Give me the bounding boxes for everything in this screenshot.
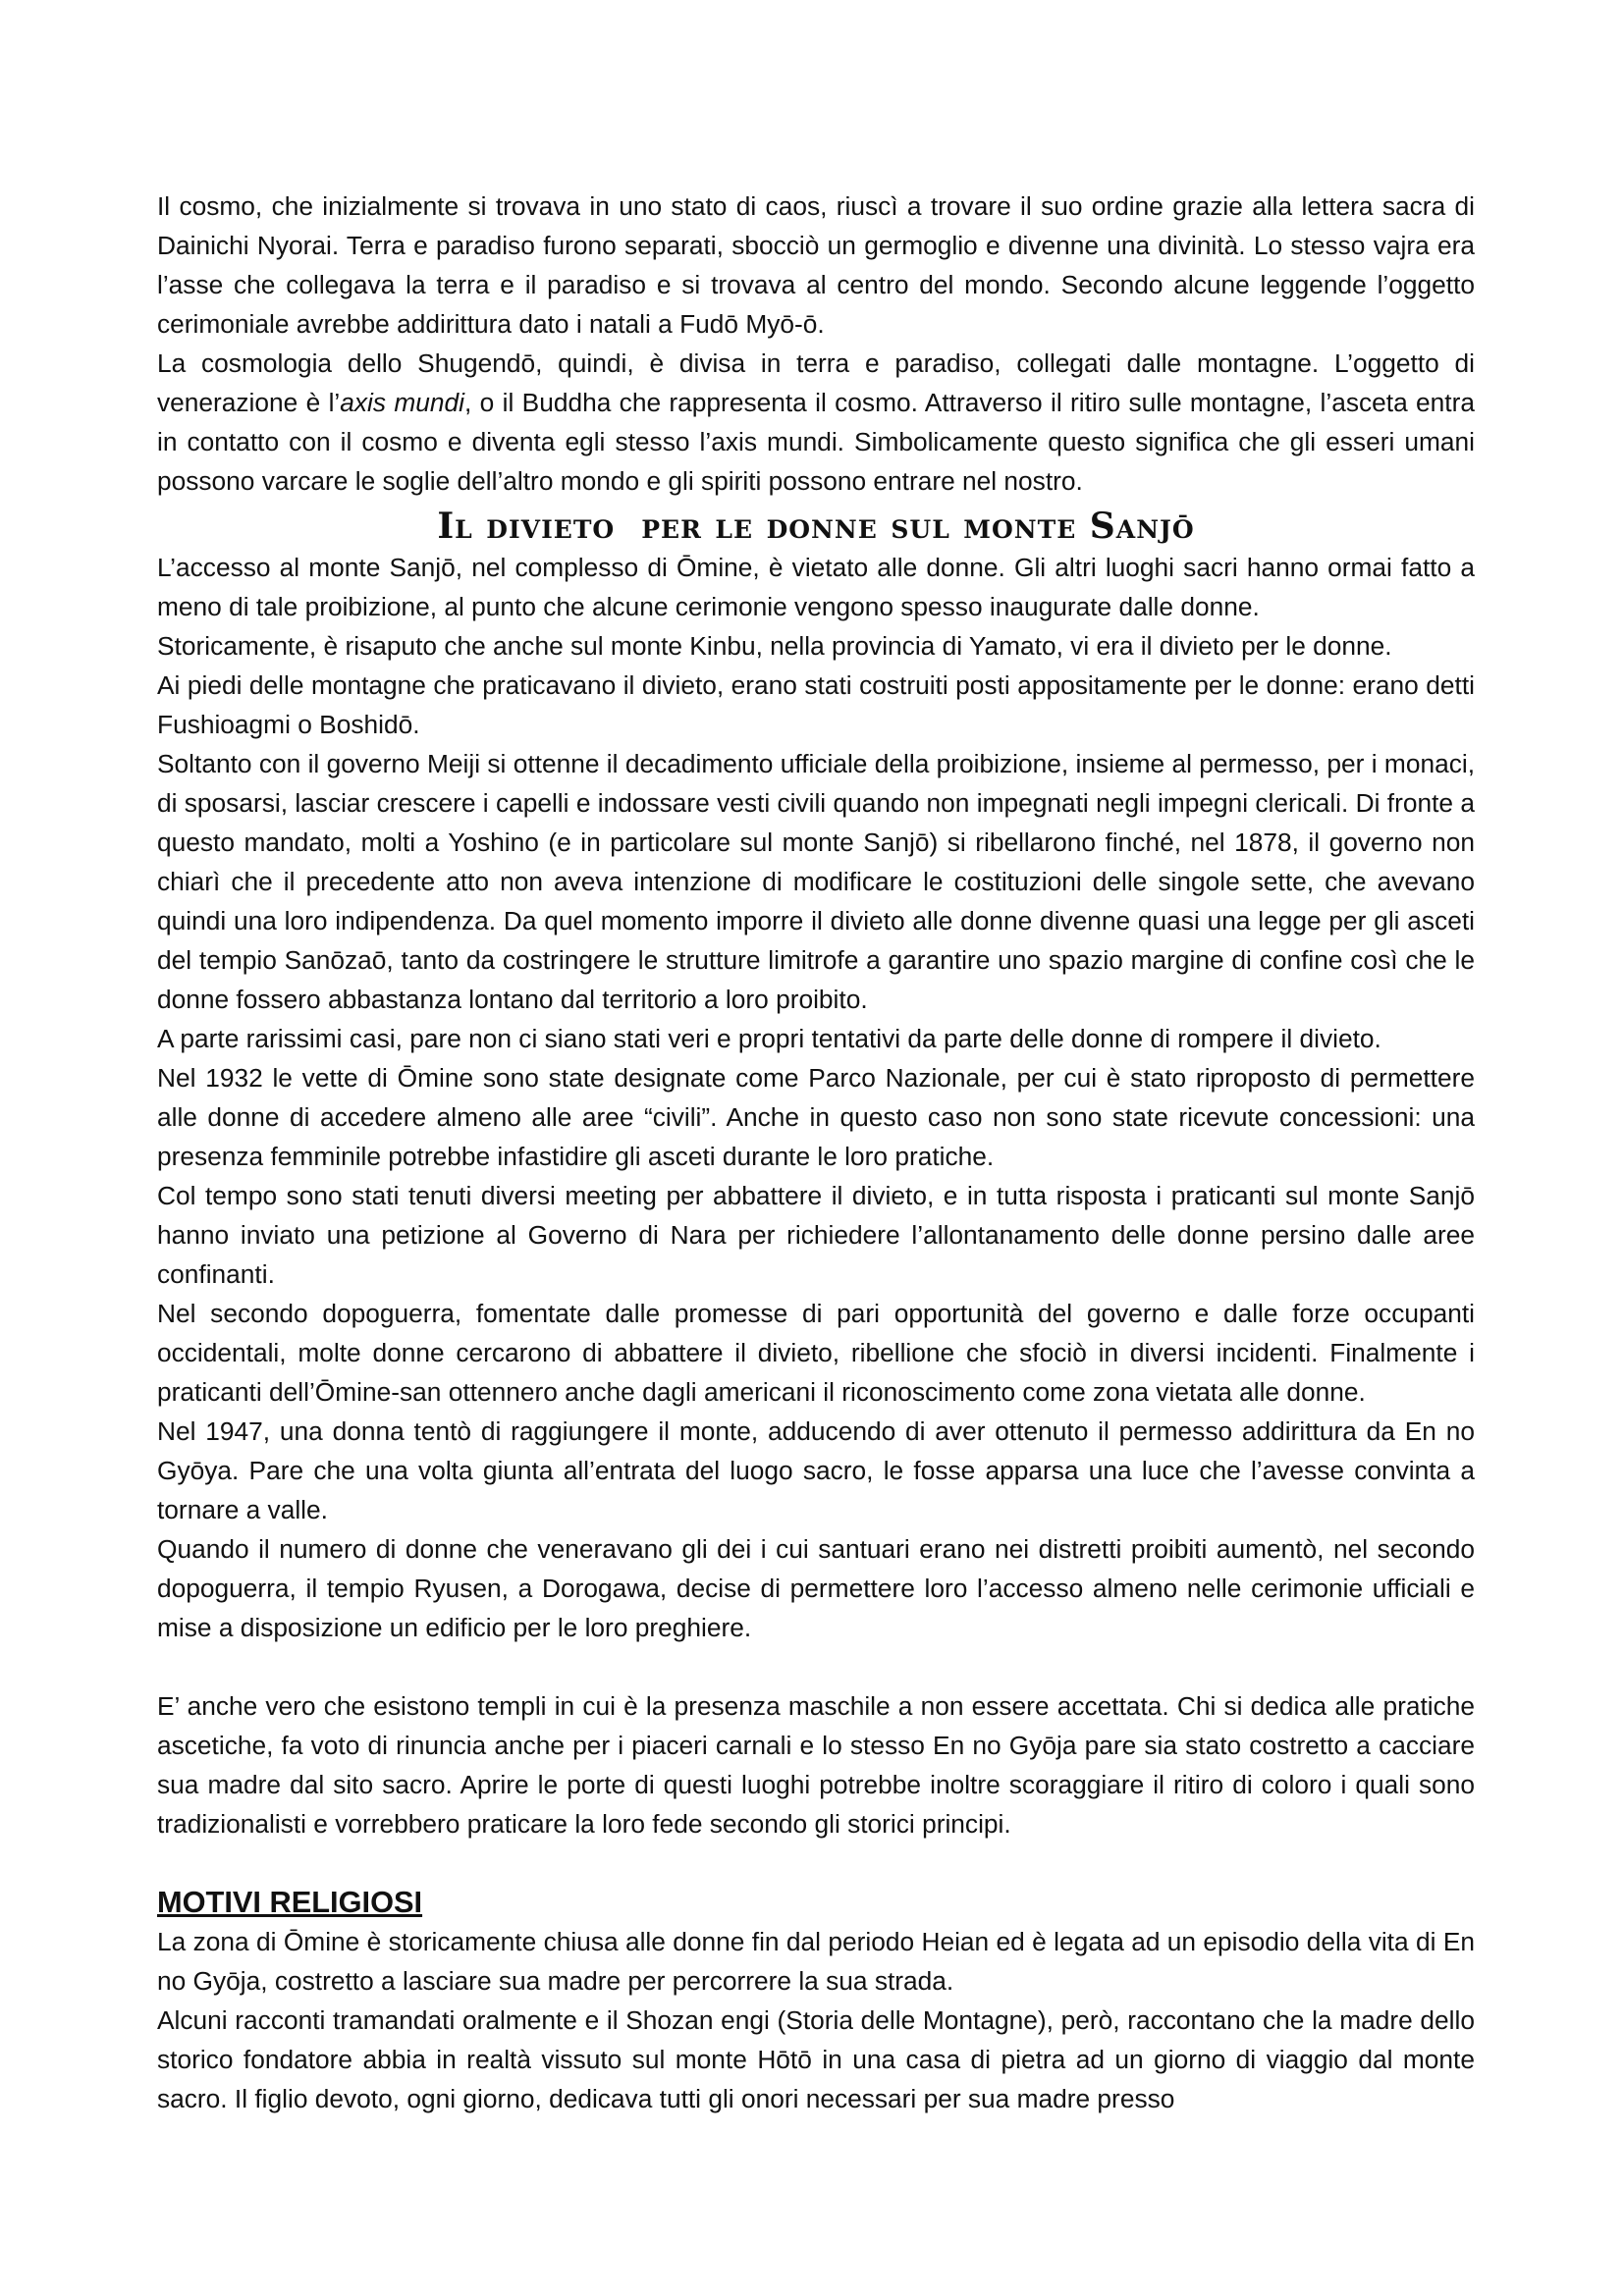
document-page	[157, 187, 1475, 2118]
intro-paragraph-2-text-a: La cosmologia dello Shugendō, quindi, è divisa in terra e paradiso, collegati dalle montagne. L’oggetto di venerazione è l’	[157, 348, 1475, 417]
body-paragraph: Soltanto con il governo Meiji si ottenne il decadimento ufficiale della proibizione, insieme al permesso, per i monaci, di sposarsi, lasciar crescere i capelli e indossare vesti civili quando non impegnati negli impegni clericali. Di fronte a questo mandato, molti a Yoshino (e in particolare sul monte Sanjō) si ribellarono finché, nel 1878, il governo non chiarì che il precedente atto non aveva intenzione di modificare le costituzioni delle singole sette, che avevano quindi una loro indipendenza. Da quel momento imporre il divieto alle donne divenne quasi una legge per gli asceti del tempio Sanōzaō, tanto da costringere le strutture limitrofe a garantire uno spazio margine di confine così che le donne fossero abbastanza lontano dal territorio a loro proibito.	[157, 749, 1475, 1014]
body-paragraph: La zona di Ōmine è storicamente chiusa alle donne fin dal periodo Heian ed è legata ad un episodio della vita di En no Gyōja, costretto a lasciare sua madre per percorrere la sua strada.	[157, 1927, 1475, 1996]
paragraph-spacer	[157, 1647, 1475, 1686]
body-paragraph: A parte rarissimi casi, pare non ci siano stati veri e propri tentativi da parte delle donne di rompere il divieto.	[157, 1024, 1381, 1053]
body-paragraph: Nel secondo dopoguerra, fomentate dalle promesse di pari opportunità del governo e dalle forze occupanti occidentali, molte donne cercarono di abbattere il divieto, ribellione che sfociò in diversi incidenti. Finalmente i praticanti dell’Ōmine-san ottennero anche dagli americani il riconoscimento come zona vietata alle donne.	[157, 1299, 1475, 1407]
axis-mundi-italic: axis mundi	[340, 388, 465, 417]
section-heading-motivi-religiosi: MOTIVI RELIGIOSI	[157, 1885, 423, 1919]
body-paragraph: Col tempo sono stati tenuti diversi meeting per abbattere il divieto, e in tutta risposta i praticanti sul monte Sanjō hanno inviato una petizione al Governo di Nara per richiedere l’allontanamento delle donne persino dalle aree confinanti.	[157, 1181, 1475, 1289]
body-paragraph: L’accesso al monte Sanjō, nel complesso di Ōmine, è vietato alle donne. Gli altri luoghi sacri hanno ormai fatto a meno di tale proibizione, al punto che alcune cerimonie vengono spesso inaugurate dalle donne.	[157, 553, 1475, 621]
body-paragraph: Storicamente, è risaputo che anche sul monte Kinbu, nella provincia di Yamato, vi era il divieto per le donne.	[157, 631, 1392, 661]
body-paragraph: Ai piedi delle montagne che praticavano il divieto, erano stati costruiti posti appositamente per le donne: erano detti Fushioagmi o Boshidō.	[157, 670, 1475, 739]
body-paragraph: Nel 1932 le vette di Ōmine sono state designate come Parco Nazionale, per cui è stato riproposto di permettere alle donne di accedere almeno alle aree “civili”. Anche in questo caso non sono state ricevute concessioni: una presenza femminile potrebbe infastidire gli asceti durante le loro pratiche.	[157, 1063, 1475, 1171]
paragraph-spacer	[157, 1843, 1475, 1883]
body-paragraph-templi: E’ anche vero che esistono templi in cui è la presenza maschile a non essere accettata. Chi si dedica alle pratiche ascetiche, fa voto di rinuncia anche per i piaceri carnali e lo stesso En no Gyōja pare sia stato costretto a cacciare sua madre dal sito sacro. Aprire le porte di questi luoghi potrebbe inoltre scoraggiare il ritiro di coloro i quali sono tradizionalisti e vorrebbero praticare la loro fede secondo gli storici principi.	[157, 1691, 1475, 1839]
intro-paragraph-1: Il cosmo, che inizialmente si trovava in uno stato di caos, riuscì a trovare il suo ordine grazie alla lettera sacra di Dainichi Nyorai. Terra e paradiso furono separati, sbocciò un germoglio e divenne una divinità. Lo stesso vajra era l’asse che collegava la terra e il paradiso e si trovava al centro del mondo. Secondo alcune leggende l’oggetto cerimoniale avrebbe addirittura dato i natali a Fudō Myō-ō.	[157, 191, 1475, 339]
body-paragraph: Nel 1947, una donna tentò di raggiungere il monte, adducendo di aver ottenuto il permesso addirittura da En no Gyōya. Pare che una volta giunta all’entrata del luogo sacro, le fosse apparsa una luce che l’avesse convinta a tornare a valle.	[157, 1416, 1475, 1524]
intro-paragraph-2-text-b: , o il Buddha che rappresenta il cosmo. Attraverso il ritiro sulle montagne, l’asceta entra in contatto con il cosmo e diventa egli stesso l’axis mundi. Simbolicamente questo significa che gli esseri umani possono varcare le soglie dell’altro mondo e gli spiriti possono entrare nel nostro.	[157, 388, 1475, 496]
section-heading-divieto-text: Il divieto per le donne sul monte Sanjō	[437, 506, 1195, 547]
body-paragraph: Alcuni racconti tramandati oralmente e il Shozan engi (Storia delle Montagne), però, raccontano che la madre dello storico fondatore abbia in realtà vissuto sul monte Hōtō in una casa di pietra ad un giorno di viaggio dal monte sacro. Il figlio devoto, ogni giorno, dedicava tutti gli onori necessari per sua madre presso	[157, 2005, 1475, 2113]
intro-paragraph-2	[157, 344, 1475, 501]
section-heading-divieto	[157, 505, 1475, 548]
body-paragraph: Quando il numero di donne che veneravano gli dei i cui santuari erano nei distretti proibiti aumentò, nel secondo dopoguerra, il tempio Ryusen, a Dorogawa, decise di permettere loro l’accesso almeno nelle cerimonie ufficiali e mise a disposizione un edificio per le loro preghiere.	[157, 1534, 1475, 1642]
